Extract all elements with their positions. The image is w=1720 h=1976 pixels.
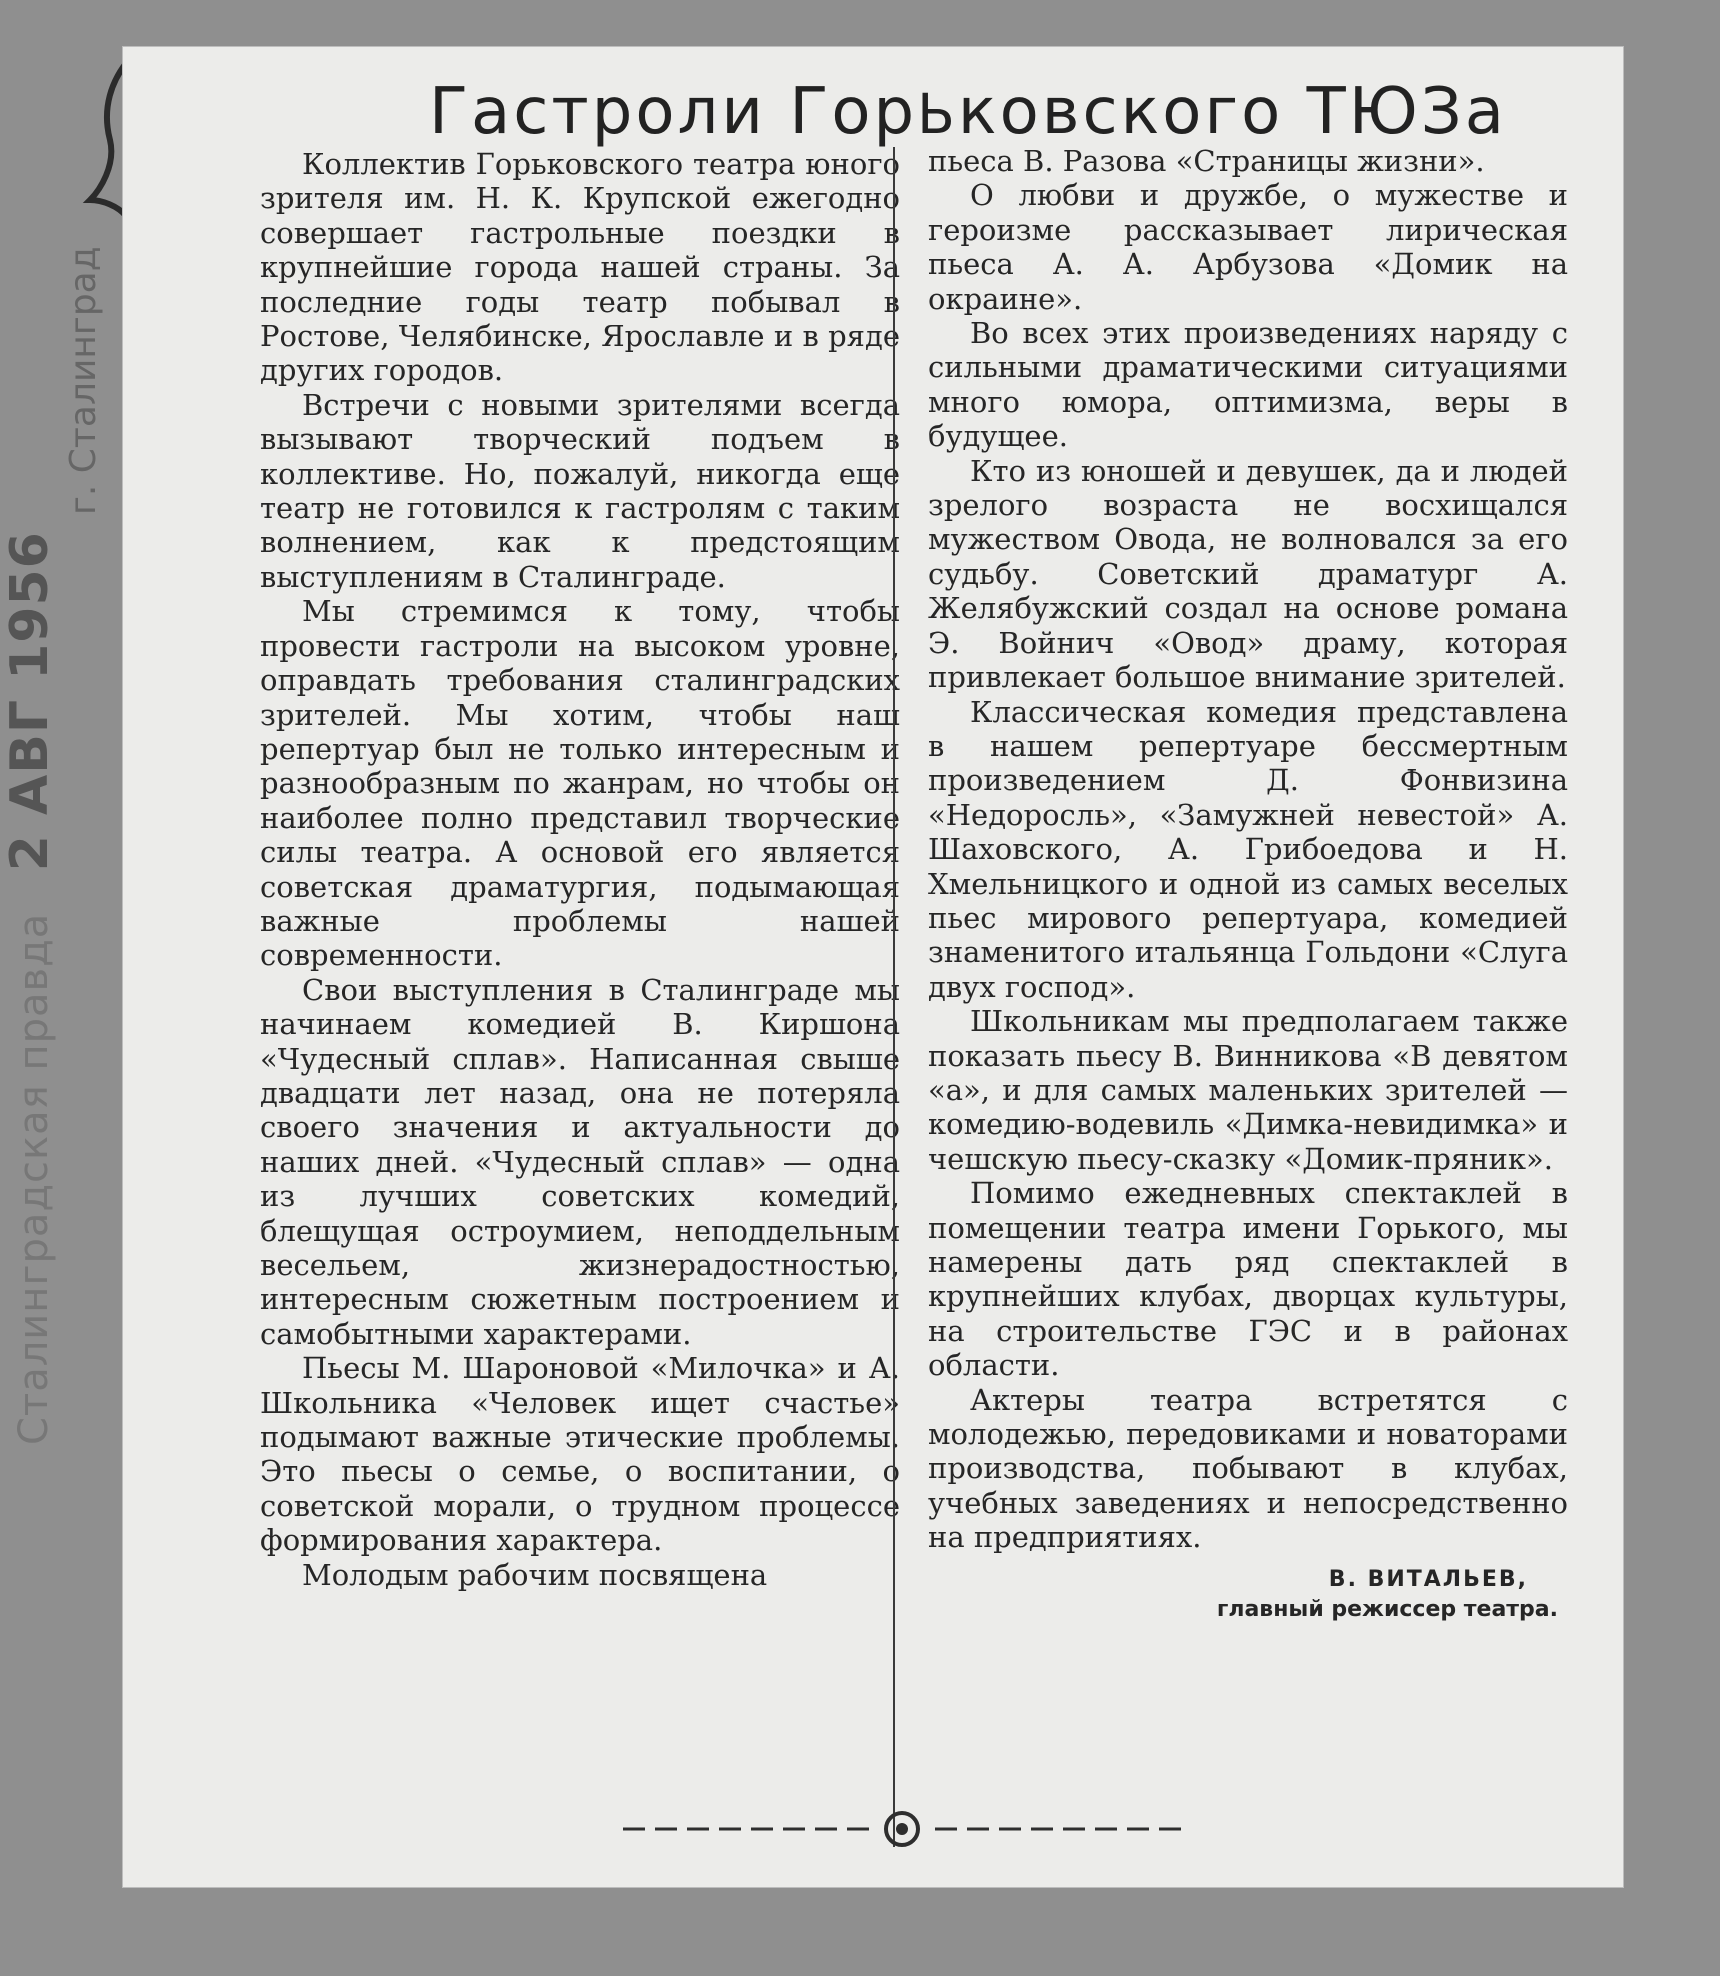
paragraph: Помимо ежедневных спектаклей в помещении театра имени Горького, мы намерены дать ряд спектаклей в крупнейших клубах, дворцах культуры, на строительстве ГЭС и в районах области. — [928, 1176, 1568, 1383]
end-ornament — [623, 1804, 1183, 1854]
paragraph: Классическая комедия представлена в нашем репертуаре бессмертным произведением Д. Фонвизина «Недоросль», «Замужней невестой» А. Шаховского, А. Грибоедова и Н. Хмельницкого и одной из самых веселых пьес мирового репертуара, комедией знаменитого итальянца Гольдони «Слуга двух господ». — [928, 694, 1568, 1004]
stamp-city: г. Сталинград — [63, 246, 104, 515]
paragraph: Свои выступления в Сталинграде мы начинаем комедией В. Киршона «Чудесный сплав». Написанная свыше двадцати лет назад, она не потеряла своего значения и актуальности до наших дней. «Чудесный сплав» — одна из лучших советских комедий, блещущая остроумием, неподдельным весельем, жизнерадостностью, интересным сюжетным построением и самобытными характерами. — [260, 972, 900, 1351]
column-divider — [893, 147, 895, 1847]
left-column — [260, 147, 900, 1847]
paragraph: пьеса В. Разова «Страницы жизни». — [928, 144, 1485, 178]
paragraph: Школьникам мы предполагаем также показать пьесу В. Винникова «В девятом «а», и для самых маленьких зрителей — комедию-водевиль «Димка-невидимка» и чешскую пьесу-сказку «Домик-пряник». — [928, 1004, 1568, 1176]
paragraph: Во всех этих произведениях наряду с сильными драматическими ситуациями много юмора, оптимизма, веры в будущее. — [928, 316, 1568, 454]
paragraph: Встречи с новыми зрителями всегда вызывают творческий подъем в коллективе. Но, пожалуй, никогда еще театр не готовился к гастролям с таким волнением, как к предстоящим выступлениям в Сталинграде. — [260, 387, 900, 594]
source-stamp — [0, 145, 135, 1445]
signature-name: В. ВИТАЛЬЕВ, — [1328, 1566, 1528, 1592]
newspaper-clipping — [123, 47, 1623, 1887]
paragraph: Пьесы М. Шароновой «Милочка» и А. Школьника «Человек ищет счастье» подымают важные этические проблемы. Это пьесы о семье, о воспитании, о советской морали, о трудном процессе формирования характера. — [260, 1351, 900, 1558]
paragraph: Молодым рабочим посвящена — [302, 1557, 768, 1592]
paragraph: Коллектив Горьковского театра юного зрителя им. Н. К. Крупской ежегодно совершает гастрольные поездки в крупнейшие города нашей страны. За последние годы театр побывал в Ростове, Челябинске, Ярославле и в ряде других городов. — [260, 147, 900, 388]
right-column — [928, 144, 1568, 1844]
article-headline: Гастроли ГорЬковского ТЮЗа — [428, 75, 1507, 149]
signature-title: главный режиссер театра. — [1216, 1596, 1558, 1622]
stamp-newspaper: Сталинградская правда — [11, 912, 57, 1445]
signature — [928, 1565, 1568, 1625]
paragraph: Мы стремимся к тому, чтобы провести гастроли на высоком уровне, оправдать требования сталинградских зрителей. Мы хотим, чтобы наш репертуар был не только интересным и разнообразным по жанрам, но чтобы он наиболее полно представил творческие силы театра. А основой его является советская драматургия, подымающая важные проблемы нашей современности. — [260, 594, 900, 973]
paragraph: О любви и дружбе, о мужестве и героизме рассказывает лирическая пьеса А. А. Арбузова «Домик на окраине». — [928, 178, 1568, 316]
paragraph: Кто из юношей и девушек, да и людей зрелого возраста не восхищался мужеством Овода, не волновался за его судьбу. Советский драматург А. Желябужский создал на основе романа Э. Войнич «Овод» драму, которая привлекает большое внимание зрителей. — [928, 453, 1568, 695]
stamp-date: 2 АВГ 1956 — [0, 531, 60, 872]
paragraph: Актеры театра встретятся с молодежью, передовиками и новаторами производства, побывают в клубах, учебных заведениях и непосредственно на предприятиях. — [928, 1382, 1568, 1555]
